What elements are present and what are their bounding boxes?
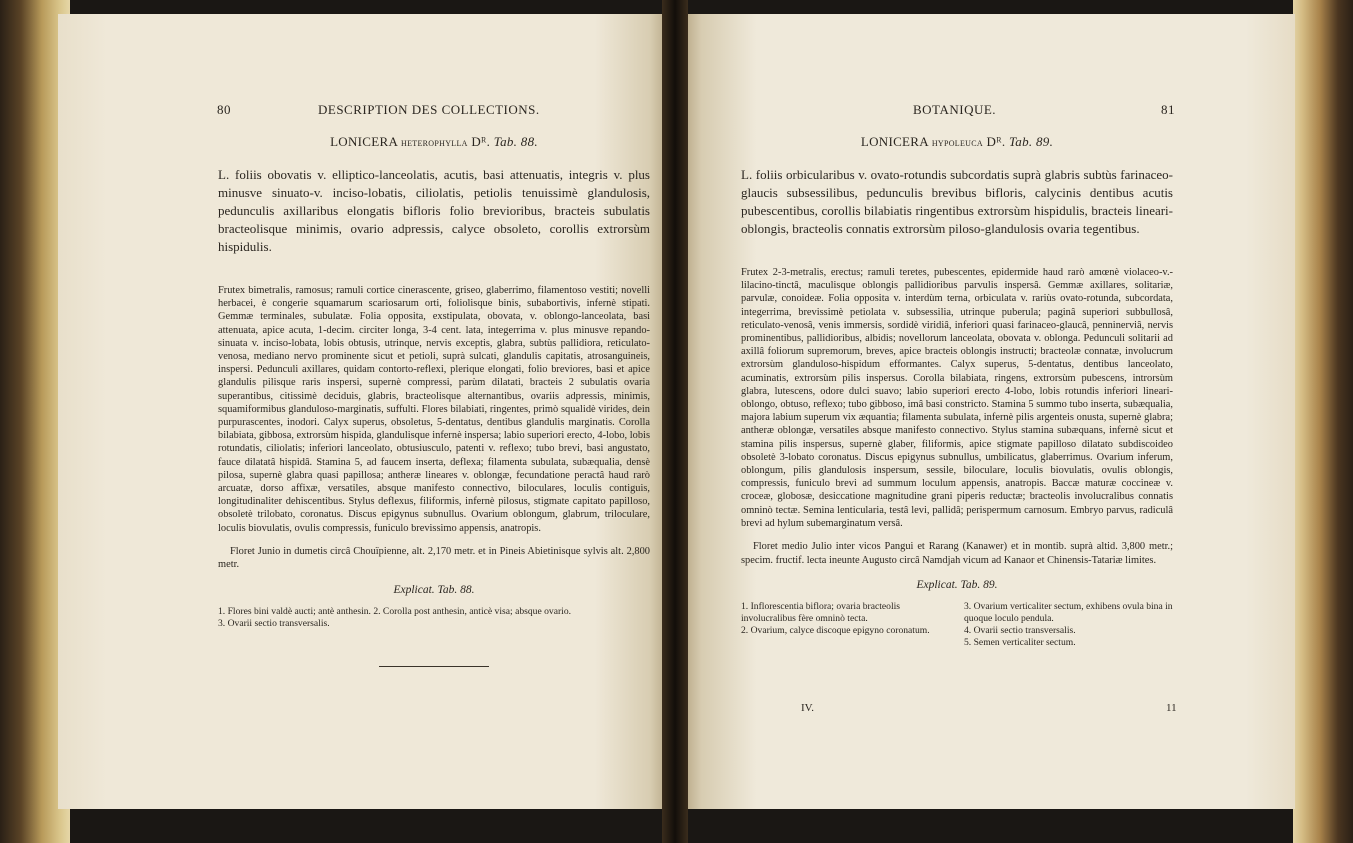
left-explicat: Explicat. Tab. 88. — [393, 583, 475, 596]
left-floret: Floret Junio in dumetis circâ Chouïpienne, alt. 2,170 metr. et in Pineis Abietinisque sylvis alt. 2,800 metr. — [218, 546, 650, 571]
right-epithet: hypoleuca — [931, 137, 983, 149]
left-epithet: heterophylla — [401, 137, 468, 149]
gathering-number: 11 — [1166, 702, 1177, 714]
right-author: Dᴿ. — [986, 134, 1006, 149]
right-floret: Floret medio Julio inter vicos Pangui et Rarang (Kanawer) et in montib. suprà altid. 3,800 metr.; specim. fructif. lecta ineunte Augusto circâ Namdjah vicum ad Kanaor et Chinensis-Tatariæ limites. — [741, 541, 1173, 566]
right-plate-list — [741, 601, 1173, 649]
left-page-number: 80 — [217, 102, 231, 117]
left-species-title — [218, 134, 650, 150]
right-text-block — [741, 94, 1173, 649]
right-explicat: Explicat. Tab. 89. — [916, 578, 998, 591]
plate-item: 1. Flores bini valdè aucti; antè anthesin. 2. Corolla post anthesin, anticè visa; absque ovario. — [218, 605, 572, 617]
left-end-rule — [379, 666, 489, 667]
plate-column-right — [964, 601, 1173, 649]
right-genus: LONICERA — [860, 134, 929, 149]
right-page — [683, 14, 1295, 809]
right-diagnosis: L. foliis orbicularibus v. ovato-rotundis subcordatis suprà glabris subtùs farinaceo-glaucis subsessilibus, pedunculis brevibus bifloris, calycinis dentibus acutis pubescentibus, corollis bilabiatis ringentibus extrorsùm hispidulis, bracteis lineari-oblongis, bracteolis connatis extrorsùm piloso-glandulosis ovaria tegentibus. — [741, 167, 1173, 236]
left-diagnosis: L. foliis obovatis v. elliptico-lanceolatis, acutis, basi attenuatis, integris v. plus minusve sinuato-v. inciso-lobatis, ciliolatis, petiolis tenuissimè glandulosis, pedunculis axillaribus elongatis bifloris folio brevioribus, bracteis subulatis bracteolisque minimis, ovario adpressis, calyce obsoleto, corollis extrorsùm hispidulis. — [218, 167, 650, 254]
left-page — [58, 14, 668, 809]
right-description: Frutex 2-3-metralis, erectus; ramuli teretes, pubescentes, epidermide haud rarò amœnè violaceo-v.-lilacino-tinctâ, maculisque oblongis pallidioribus parvulis inspersâ. Gemmæ axillares, solitariæ, parvulæ, conoideæ. Folia opposita v. interdùm terna, orbiculata v. rariùs ovato-rotunda, subcordata, integerrima, brevissimè petiolata v. subsessilia, utrinque puberula; paginâ superiori subbullosâ, reticulato-venosâ, venis immersis, sordidè viridiâ, inferiori quasi farinaceo-glaucâ, penninerviâ, nervis prominentibus, pallidioribus, albidis; novellorum lanceolata, obovata v. oblonga. Pedunculi solitarii ad axillâ foliorum supremorum, breves, apice bracteis oblongis instructi; bracteolæ connatæ, involucrum extrorsùm glanduloso-hispidum efformantes. Calyx superus, 5-dentatus, dentibus lanceolato, acuminatis, extrorsùm pilis inspersus. Corolla bilabiata, ringens, extrorsùm pubescens, introrsùm glabra, lutescens, odore dulci suavo; labio superiori erecto 4-lobo, lobis rotundis inferiori lineari-oblongo, obtuso, reflexo; tubo gibboso, imâ basi constricto. Stamina 5 summo tubo inserta, subæqualia, majora labium superum vix æquantia; filamenta subulata, infernè pilis argenteis onusta, supernè glabra; antheræ oblongæ, versatiles absque manifesto connectivo. Stylus stamina subæquans, infernè sicut et stamina pilis inspersus, supernè glaber, filiformis, apice stigmate papilloso dilatato subdiscoideo obsoletè 3-lobato coronatus. Discus epigynus subnullus, umbilicatus, glaberrimus. Ovarium inferum, oblongum, pilis glandulosis inspersum, sessile, biloculare, loculis biovulatis, ovulis oblongis, compressis, funiculo brevi ad summum loculum appensis, anatropis. Baccæ maturæ coccineæ v. croceæ, globosæ, desiccatione magnitudine grani piperis reductæ; bracteolis involucralibus connatis omninò tectæ. Semina lenticularia, testâ levi, pallidâ; perispermum carnosum. Embryo parvus, radiculâ brevi ad hylum subemarginatum versâ. — [741, 267, 1173, 529]
left-plate-list — [218, 606, 650, 630]
right-header-text: BOTANIQUE. — [913, 102, 997, 117]
left-text-block — [218, 94, 650, 667]
right-species-title — [741, 134, 1173, 150]
left-description: Frutex bimetralis, ramosus; ramuli cortice cinerascente, griseo, glaberrimo, filamentoso vestiti; novelli herbacei, è congerie squamarum scariosarum orti, foliolisque binis, subabortivis, infernè stipati. Gemmæ terminales, subulatæ. Folia opposita, exstipulata, obovata, v. oblongo-lanceolata, basi attenuata, apice acuta, 1-decim. circiter longa, 3-4 cent. lata, integerrima v. plus minusve repando-sinuata v. inciso-lobata, lobis obtusis, utrinque, nervis exceptis, glabra, subtùs pallidiora, reticulato-venosa, mediano nervo prominente sicut et petioli, suprà sulcati, glandulis capitatis, atrosanguineis, inspersi. Pedunculi axillares, quidam contorto-reflexi, plerique elongati, folio breviores, basi et apice glandulis pilisque raris inspersi, supernè compressi, parùm dilatati, bracteis 2 subulatis ovaria superantibus, citissimè deciduis, glabris, bracteolisque alternantibus, ovariis adpressis, minimis, squamiformibus glanduloso-marginatis, suffulti. Flores bilabiati, ringentes, primò squalidè virides, dein purpurascentes, inodori. Calyx superus, obsoletus, 5-dentatus, dentibus glandulis marginatis. Corolla bilabiata, gibbosa, extrorsùm hispida, glandulisque infernè inspersa; labio superiori erecto, 4-lobo, lobis rotundatis, ciliolatis; inferiori lanceolato, obtusiusculo, patenti v. reflexo; tubo brevi, basi angustato, fauce dilatatâ hispidâ. Stamina 5, ad faucem inserta, deflexa; filamenta subulata, subæqualia, densè pilosa, supernè glabra quasi papillosa; antheræ lineares v. oblongæ, fecundatione peractâ haud rarò arcuatæ, dorso affixæ, versatiles, absque manifesto connectivo, biloculares, loculis contiguis, longitudinaliter dehiscentibus. Stylus deflexus, filiformis, infernè pilosus, stigmate capitato papilloso, obsoletè trilobato, coronatus. Discus epigynus subnullus. Ovarium oblongum, glabrum, triloculare, loculis biovulatis, ovulis compressis, funiculo brevissimo appensis, anatropis. — [218, 285, 650, 534]
signature-mark: IV. — [801, 702, 814, 714]
plate-item: 4. Ovarii sectio transversalis. — [964, 624, 1076, 636]
left-author: Dᴿ. — [471, 134, 491, 149]
book-gutter — [662, 0, 688, 843]
left-genus: LONICERA — [330, 134, 398, 149]
right-page-number: 81 — [1161, 102, 1175, 117]
plate-item: 1. Inflorescentia biflora; ovaria bracteolis involucralibus fère omninò tecta. — [741, 600, 901, 624]
plate-item: 2. Ovarium, calyce discoque epigyno coronatum. — [741, 624, 930, 636]
right-tab-ref: Tab. 89. — [1008, 134, 1054, 149]
plate-item: 5. Semen verticaliter sectum. — [964, 636, 1076, 648]
plate-column-left — [741, 601, 950, 649]
plate-item: 3. Ovarium verticaliter sectum, exhibens ovula bina in quoque loculo pendula. — [964, 600, 1173, 624]
right-book-edge — [1293, 0, 1353, 843]
left-tab-ref: Tab. 88. — [493, 134, 538, 149]
left-header-text: DESCRIPTION DES COLLECTIONS. — [318, 102, 540, 117]
plate-item: 3. Ovarii sectio transversalis. — [218, 617, 330, 629]
